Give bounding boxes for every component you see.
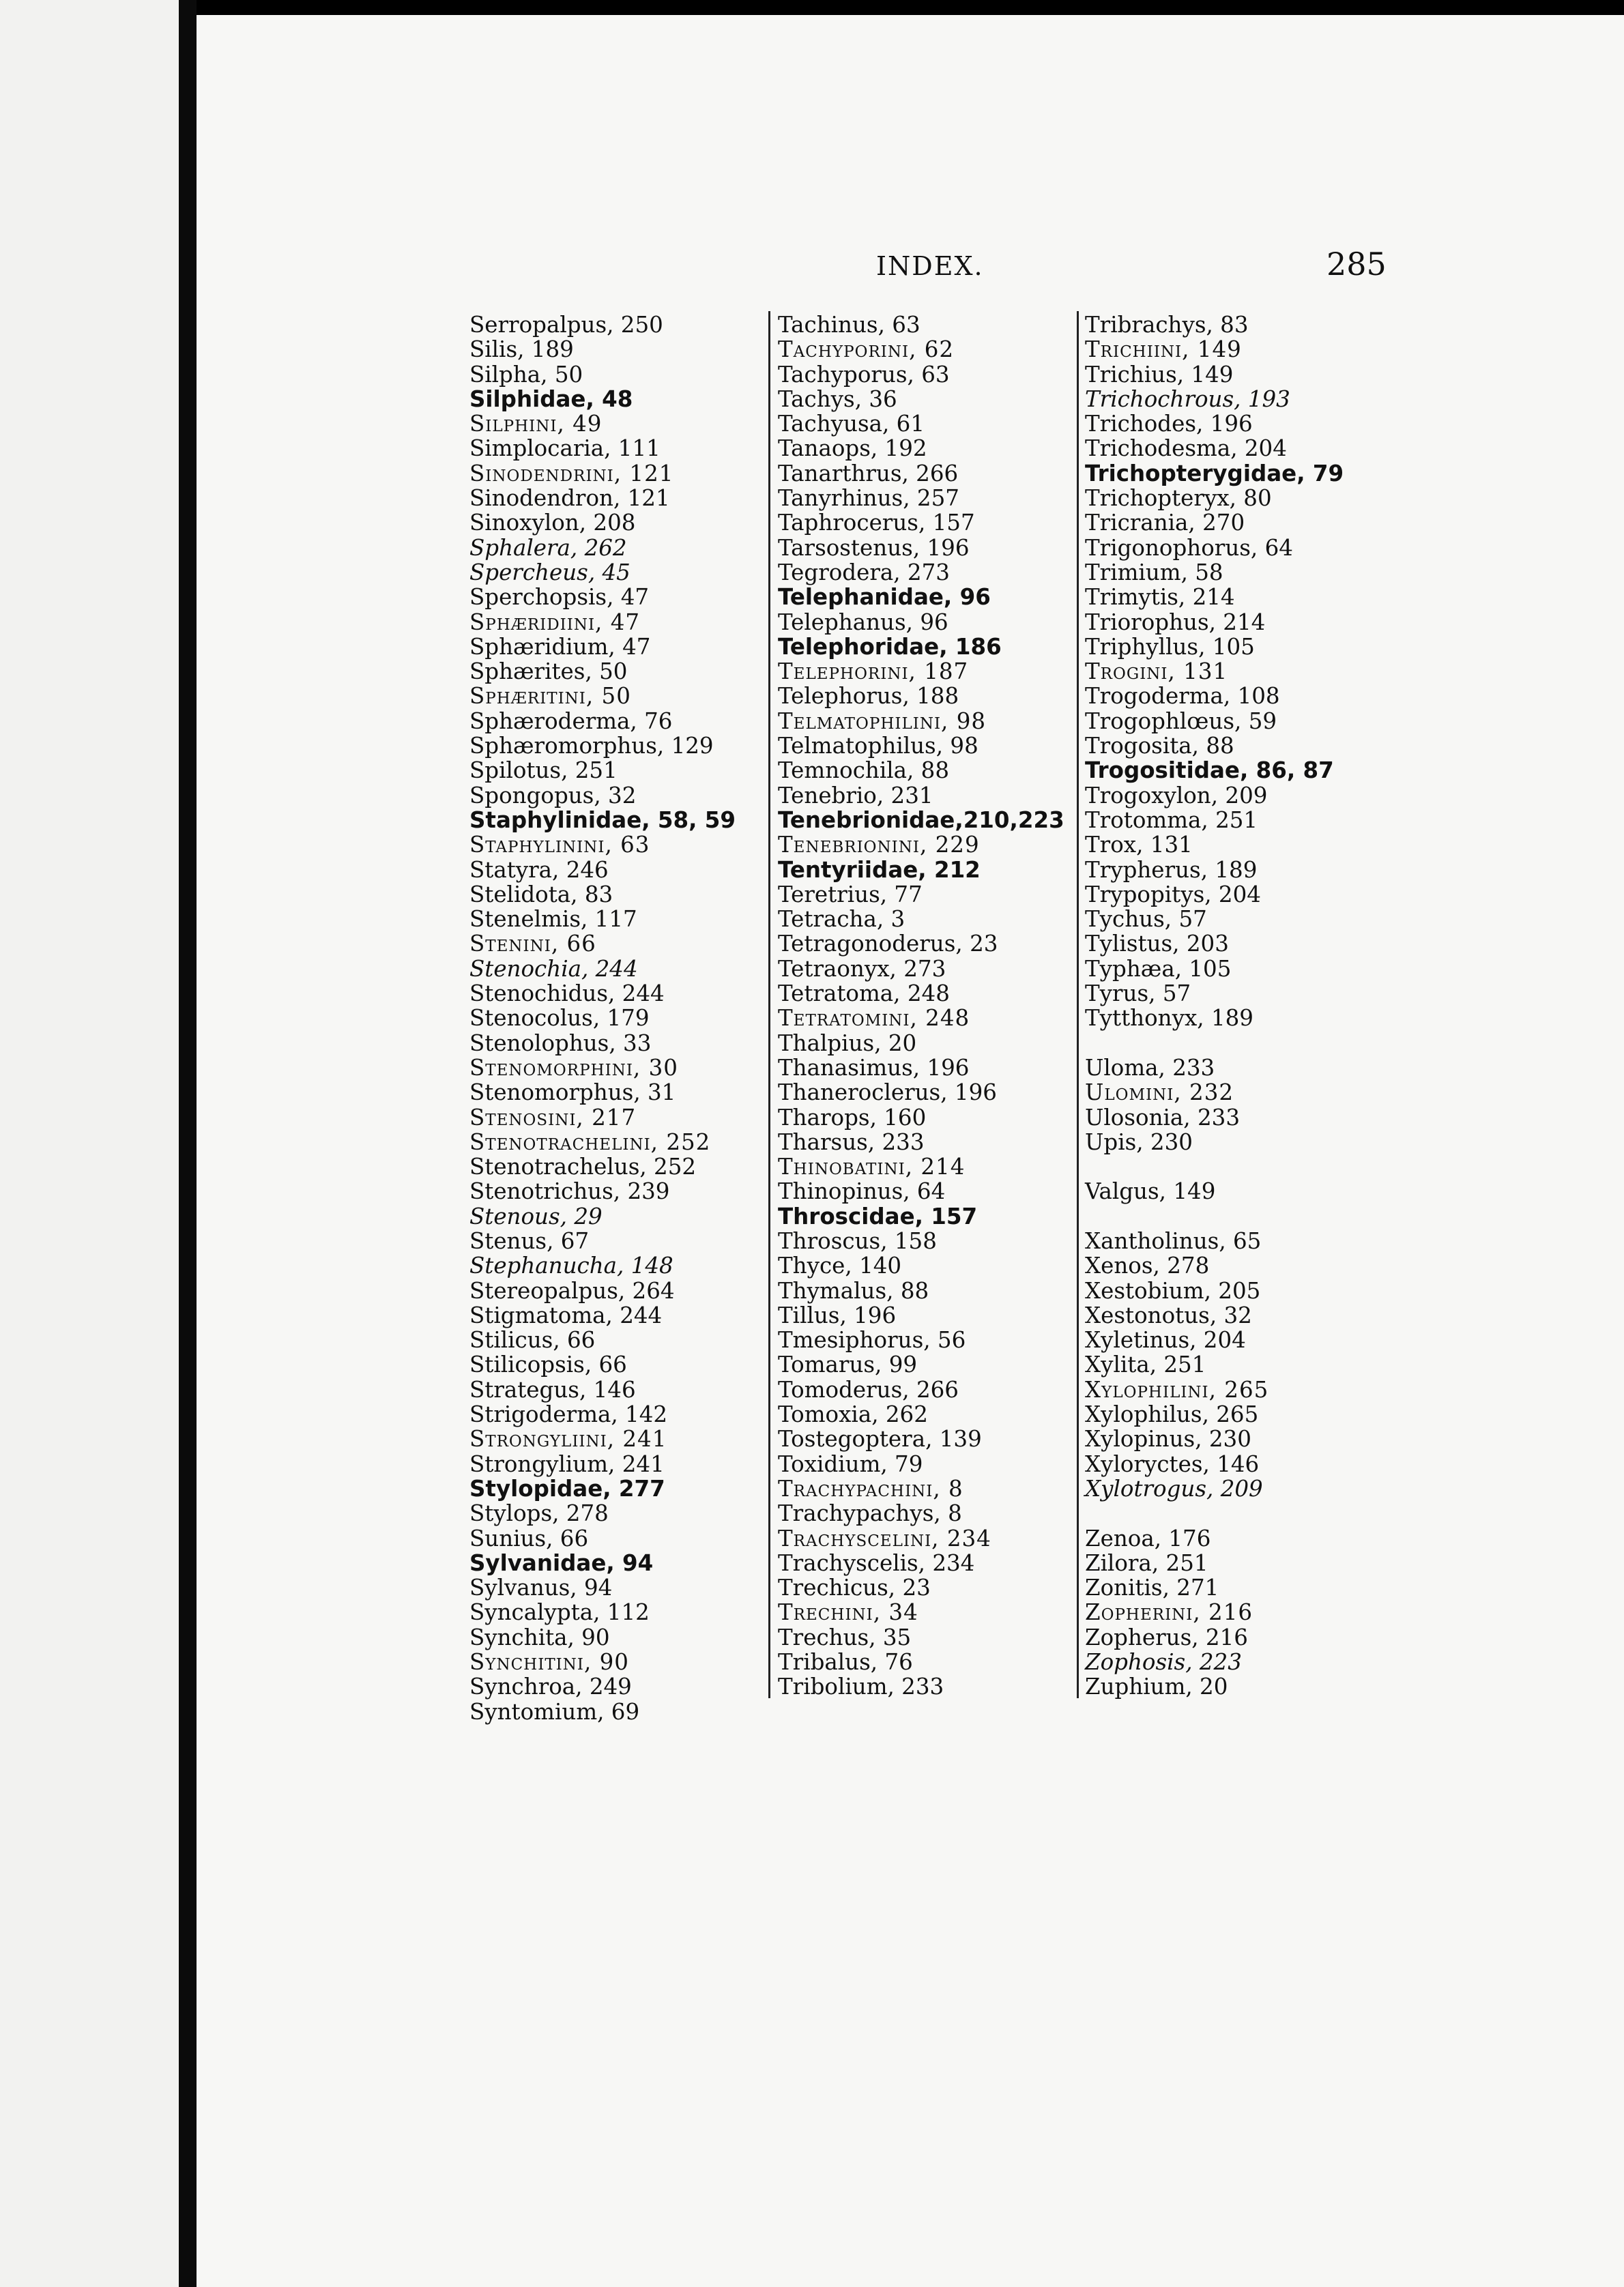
index-entry: Zopherus, 216 bbox=[1085, 1624, 1248, 1650]
index-entry: Tylistus, 203 bbox=[1085, 931, 1229, 957]
index-entry: Teretrius, 77 bbox=[778, 881, 923, 907]
index-entry: Spongopus, 32 bbox=[469, 782, 637, 809]
index-entry: Trechini, 34 bbox=[778, 1599, 918, 1626]
index-entry: Silphini, 49 bbox=[469, 411, 603, 437]
index-entry: Stenini, 66 bbox=[469, 931, 596, 957]
index-entry: Staphylinini, 63 bbox=[469, 832, 650, 858]
index-entry: Thyce, 140 bbox=[778, 1253, 902, 1279]
index-entry: Tetratoma, 248 bbox=[778, 980, 950, 1007]
index-entry: Stenomorphus, 31 bbox=[469, 1079, 676, 1106]
index-entry: Valgus, 149 bbox=[1085, 1178, 1216, 1205]
index-entry: Telmatophilus, 98 bbox=[778, 733, 978, 759]
index-entry: Tetracha, 3 bbox=[778, 906, 905, 933]
index-entry: Tentyriidae, 212 bbox=[778, 856, 981, 883]
index-entry: Stilicopsis, 66 bbox=[469, 1352, 627, 1378]
index-entry: Stenochidus, 244 bbox=[469, 980, 665, 1007]
index-entry: Stenolophus, 33 bbox=[469, 1030, 652, 1056]
index-entry: Tenebrio, 231 bbox=[778, 782, 933, 809]
index-entry: Telephoridae, 186 bbox=[778, 633, 1002, 660]
index-entry: Sinoxylon, 208 bbox=[469, 510, 636, 536]
index-entry: Stenochia, 244 bbox=[469, 955, 638, 982]
index-entry: Thinopinus, 64 bbox=[778, 1178, 946, 1205]
index-entry: Tachinus, 63 bbox=[778, 312, 920, 338]
index-entry: Trogoderma, 108 bbox=[1085, 683, 1280, 710]
index-entry: Ulomini, 232 bbox=[1085, 1079, 1234, 1106]
index-entry: Taphrocerus, 157 bbox=[778, 510, 975, 536]
index-entry: Throscus, 158 bbox=[778, 1227, 937, 1254]
index-entry: Trypherus, 189 bbox=[1085, 856, 1258, 883]
index-entry: Strongyliini, 241 bbox=[469, 1426, 667, 1453]
index-entry: Trimytis, 214 bbox=[1085, 584, 1235, 611]
index-entry: Stigmatoma, 244 bbox=[469, 1302, 663, 1328]
index-entry: Sylvanus, 94 bbox=[469, 1575, 613, 1601]
index-entry: Telmatophilini, 98 bbox=[778, 708, 987, 734]
index-entry: Zilora, 251 bbox=[1085, 1549, 1208, 1576]
facing-page-margin bbox=[0, 0, 179, 2287]
column-rule bbox=[1077, 311, 1079, 1698]
index-entry: Xylophilini, 265 bbox=[1085, 1376, 1269, 1403]
index-entry: Stephanucha, 148 bbox=[469, 1253, 673, 1279]
index-entry: Xestobium, 205 bbox=[1085, 1277, 1261, 1304]
index-entry: Sinodendron, 121 bbox=[469, 485, 670, 512]
index-entry: Tachyusa, 61 bbox=[778, 411, 925, 437]
index-entry: Strongylium, 241 bbox=[469, 1451, 665, 1477]
index-entry: Tomoderus, 266 bbox=[778, 1376, 959, 1403]
index-entry: Sphærites, 50 bbox=[469, 658, 628, 685]
index-entry: Temnochila, 88 bbox=[778, 757, 950, 784]
index-entry: Stereopalpus, 264 bbox=[469, 1277, 675, 1304]
index-entry: Sphæroderma, 76 bbox=[469, 708, 673, 734]
index-entry: Stenomorphini, 30 bbox=[469, 1054, 678, 1081]
index-entry: Trichiini, 149 bbox=[1085, 336, 1242, 363]
index-entry: Sperchopsis, 47 bbox=[469, 584, 650, 611]
index-entry: Stenus, 67 bbox=[469, 1227, 590, 1254]
index-entry: Tegrodera, 273 bbox=[778, 559, 950, 585]
index-entry: Trachyscelini, 234 bbox=[778, 1525, 991, 1552]
index-entry: Thaneroclerus, 196 bbox=[778, 1079, 997, 1106]
index-entry: Synchita, 90 bbox=[469, 1624, 610, 1650]
index-entry: Strigoderma, 142 bbox=[469, 1401, 668, 1428]
index-entry: Tribrachys, 83 bbox=[1085, 312, 1249, 338]
index-entry: Sphæridium, 47 bbox=[469, 633, 651, 660]
index-entry: Upis, 230 bbox=[1085, 1128, 1193, 1155]
index-entry: Stenosini, 217 bbox=[469, 1104, 637, 1131]
running-head: INDEX. bbox=[876, 251, 984, 281]
index-entry: Trachyscelis, 234 bbox=[778, 1549, 975, 1576]
page-number: 285 bbox=[1326, 246, 1387, 282]
index-entry: Trogoxylon, 209 bbox=[1085, 782, 1268, 809]
column-rule bbox=[768, 311, 770, 1698]
index-entry: Trichodesma, 204 bbox=[1085, 435, 1287, 462]
index-entry: Stenelmis, 117 bbox=[469, 906, 637, 933]
index-entry: Sphæridiini, 47 bbox=[469, 609, 641, 635]
index-entry: Ulosonia, 233 bbox=[1085, 1104, 1240, 1131]
index-spacer bbox=[1085, 1501, 1344, 1526]
index-entry: Tribalus, 76 bbox=[778, 1649, 913, 1676]
index-entry: Zopherini, 216 bbox=[1085, 1599, 1253, 1626]
index-entry: Xyletinus, 204 bbox=[1085, 1327, 1246, 1354]
index-entry: Simplocaria, 111 bbox=[469, 435, 661, 462]
index-entry: Sphalera, 262 bbox=[469, 534, 627, 561]
index-entry: Xyloryctes, 146 bbox=[1085, 1451, 1260, 1477]
index-entry: Trogositidae, 86, 87 bbox=[1085, 757, 1334, 784]
index-entry: Trichopteryx, 80 bbox=[1085, 485, 1272, 512]
index-entry: Tostegoptera, 139 bbox=[778, 1426, 982, 1453]
index-entry: Triorophus, 214 bbox=[1085, 609, 1266, 635]
index-entry: Tytthonyx, 189 bbox=[1085, 1005, 1253, 1032]
index-entry: Sphæritini, 50 bbox=[469, 683, 631, 710]
index-entry: Stenotrachelini, 252 bbox=[469, 1128, 711, 1155]
index-entry: Stelidota, 83 bbox=[469, 881, 613, 907]
index-entry: Sphæromorphus, 129 bbox=[469, 733, 714, 759]
index-entry: Throscidae, 157 bbox=[778, 1203, 978, 1229]
index-entry: Tillus, 196 bbox=[778, 1302, 897, 1328]
index-entry: Trox, 131 bbox=[1085, 832, 1193, 858]
index-entry: Trechus, 35 bbox=[778, 1624, 912, 1650]
index-entry: Trogini, 131 bbox=[1085, 658, 1228, 685]
index-entry: Xenos, 278 bbox=[1085, 1253, 1210, 1279]
index-entry: Tetraonyx, 273 bbox=[778, 955, 946, 982]
index-entry: Spercheus, 45 bbox=[469, 559, 630, 585]
index-entry: Tarsostenus, 196 bbox=[778, 534, 970, 561]
index-entry: Tyrus, 57 bbox=[1085, 980, 1191, 1007]
index-entry: Tychus, 57 bbox=[1085, 906, 1207, 933]
index-entry: Stenotrichus, 239 bbox=[469, 1178, 670, 1205]
index-entry: Tomarus, 99 bbox=[778, 1352, 918, 1378]
index-entry: Tachyporus, 63 bbox=[778, 361, 950, 388]
index-entry: Trechicus, 23 bbox=[778, 1575, 931, 1601]
index-entry: Spilotus, 251 bbox=[469, 757, 618, 784]
index-entry: Strategus, 146 bbox=[469, 1376, 636, 1403]
index-entry: Trichodes, 196 bbox=[1085, 411, 1253, 437]
index-entry: Trichopterygidae, 79 bbox=[1085, 460, 1344, 486]
index-entry: Xylopinus, 230 bbox=[1085, 1426, 1251, 1453]
index-entry: Tenebrionidae,210,223 bbox=[778, 806, 1064, 833]
index-entry: Trogophlœus, 59 bbox=[1085, 708, 1277, 734]
index-entry: Thanasimus, 196 bbox=[778, 1054, 970, 1081]
index-entry: Sunius, 66 bbox=[469, 1525, 589, 1552]
index-column-t-z bbox=[1085, 312, 1344, 1700]
index-entry: Trachypachys, 8 bbox=[778, 1500, 962, 1527]
index-entry: Tanaops, 192 bbox=[778, 435, 927, 462]
index-entry: Tribolium, 233 bbox=[778, 1674, 944, 1700]
index-entry: Toxidium, 79 bbox=[778, 1451, 923, 1477]
index-spacer bbox=[1085, 1204, 1344, 1229]
index-entry: Tanyrhinus, 257 bbox=[778, 485, 959, 512]
index-entry: Tricrania, 270 bbox=[1085, 510, 1245, 536]
index-entry: Silpha, 50 bbox=[469, 361, 583, 388]
index-entry: Trimium, 58 bbox=[1085, 559, 1223, 585]
index-entry: Staphylinidae, 58, 59 bbox=[469, 806, 736, 833]
index-entry: Xestonotus, 32 bbox=[1085, 1302, 1252, 1328]
index-entry: Stenotrachelus, 252 bbox=[469, 1154, 697, 1180]
index-entry: Typhæa, 105 bbox=[1085, 955, 1232, 982]
index-entry: Tharsus, 233 bbox=[778, 1128, 925, 1155]
index-entry: Tenebrionini, 229 bbox=[778, 832, 980, 858]
index-entry: Stenous, 29 bbox=[469, 1203, 603, 1229]
index-entry: Tomoxia, 262 bbox=[778, 1401, 928, 1428]
index-entry: Sinodendrini, 121 bbox=[469, 460, 674, 486]
index-entry: Xylophilus, 265 bbox=[1085, 1401, 1259, 1428]
index-entry: Silis, 189 bbox=[469, 336, 574, 363]
index-entry: Syncalypta, 112 bbox=[469, 1599, 650, 1626]
index-entry: Tanarthrus, 266 bbox=[778, 460, 959, 486]
index-entry: Trogosita, 88 bbox=[1085, 733, 1234, 759]
index-entry: Xylita, 251 bbox=[1085, 1352, 1206, 1378]
index-entry: Uloma, 233 bbox=[1085, 1054, 1215, 1081]
index-entry: Trypopitys, 204 bbox=[1085, 881, 1261, 907]
index-entry: Zuphium, 20 bbox=[1085, 1674, 1228, 1700]
index-column-s bbox=[469, 312, 736, 1724]
index-entry: Telephorini, 187 bbox=[778, 658, 969, 685]
index-entry: Trichius, 149 bbox=[1085, 361, 1234, 388]
index-entry: Tetragonoderus, 23 bbox=[778, 931, 998, 957]
index-entry: Xylotrogus, 209 bbox=[1085, 1475, 1263, 1502]
index-entry: Serropalpus, 250 bbox=[469, 312, 663, 338]
index-entry: Zenoa, 176 bbox=[1085, 1525, 1211, 1552]
index-entry: Sylvanidae, 94 bbox=[469, 1549, 654, 1576]
index-entry: Trotomma, 251 bbox=[1085, 806, 1258, 833]
index-entry: Telephorus, 188 bbox=[778, 683, 959, 710]
index-entry: Stylopidae, 277 bbox=[469, 1475, 665, 1502]
index-entry: Syntomium, 69 bbox=[469, 1698, 640, 1725]
index-entry: Xantholinus, 65 bbox=[1085, 1227, 1262, 1254]
index-entry: Statyra, 246 bbox=[469, 856, 609, 883]
index-entry: Tachyporini, 62 bbox=[778, 336, 955, 363]
index-entry: Triphyllus, 105 bbox=[1085, 633, 1255, 660]
index-entry: Tachys, 36 bbox=[778, 385, 897, 412]
index-spacer bbox=[1085, 1031, 1344, 1055]
index-entry: Tharops, 160 bbox=[778, 1104, 927, 1131]
index-entry: Stilicus, 66 bbox=[469, 1327, 596, 1354]
index-entry: Trachypachini, 8 bbox=[778, 1475, 963, 1502]
index-entry: Trigonophorus, 64 bbox=[1085, 534, 1293, 561]
index-entry: Telephanidae, 96 bbox=[778, 584, 991, 611]
index-spacer bbox=[1085, 1154, 1344, 1179]
index-entry: Tetratomini, 248 bbox=[778, 1005, 970, 1032]
index-entry: Thalpius, 20 bbox=[778, 1030, 917, 1056]
index-entry: Zophosis, 223 bbox=[1085, 1649, 1242, 1676]
index-entry: Thymalus, 88 bbox=[778, 1277, 929, 1304]
index-entry: Stenocolus, 179 bbox=[469, 1005, 650, 1032]
binding-gutter bbox=[179, 0, 197, 2287]
index-entry: Tmesiphorus, 56 bbox=[778, 1327, 966, 1354]
index-entry: Stylops, 278 bbox=[469, 1500, 609, 1527]
index-entry: Telephanus, 96 bbox=[778, 609, 948, 635]
index-column-t bbox=[778, 312, 1064, 1700]
index-entry: Zonitis, 271 bbox=[1085, 1575, 1219, 1601]
index-entry: Silphidae, 48 bbox=[469, 385, 633, 412]
index-entry: Synchroa, 249 bbox=[469, 1674, 632, 1700]
index-entry: Thinobatini, 214 bbox=[778, 1154, 966, 1180]
index-entry: Trichochrous, 193 bbox=[1085, 385, 1290, 412]
index-entry: Synchitini, 90 bbox=[469, 1649, 629, 1676]
